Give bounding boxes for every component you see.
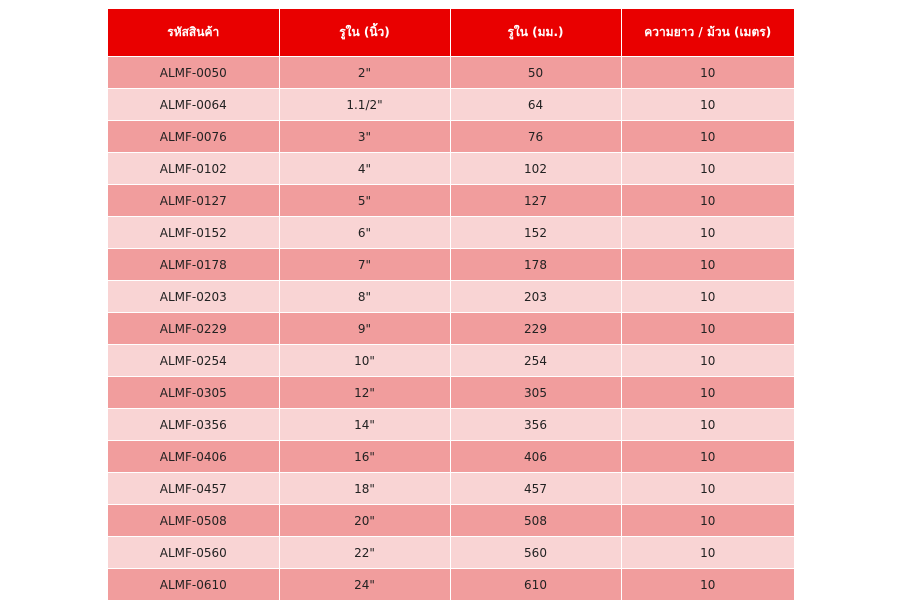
cell-inner-diameter-mm: 560 xyxy=(450,537,621,569)
cell-length-per-roll: 10 xyxy=(621,441,794,473)
cell-inner-diameter-inch: 3" xyxy=(279,121,450,153)
cell-length-per-roll: 10 xyxy=(621,409,794,441)
cell-product-code: ALMF-0127 xyxy=(108,185,279,217)
cell-inner-diameter-mm: 508 xyxy=(450,505,621,537)
cell-length-per-roll: 10 xyxy=(621,345,794,377)
table-row xyxy=(108,153,794,185)
cell-product-code: ALMF-0610 xyxy=(108,569,279,600)
cell-product-code: ALMF-0508 xyxy=(108,505,279,537)
cell-length-per-roll: 10 xyxy=(621,185,794,217)
table-row xyxy=(108,313,794,345)
table-row xyxy=(108,473,794,505)
table-row xyxy=(108,505,794,537)
cell-length-per-roll: 10 xyxy=(621,89,794,121)
product-spec-table xyxy=(108,9,794,600)
cell-length-per-roll: 10 xyxy=(621,57,794,89)
cell-product-code: ALMF-0305 xyxy=(108,377,279,409)
table-header xyxy=(108,9,794,57)
header-row xyxy=(108,9,794,57)
table-row xyxy=(108,409,794,441)
cell-length-per-roll: 10 xyxy=(621,505,794,537)
cell-product-code: ALMF-0457 xyxy=(108,473,279,505)
header-length-per-roll: ความยาว / ม้วน (เมตร) xyxy=(621,9,794,57)
cell-inner-diameter-mm: 50 xyxy=(450,57,621,89)
cell-inner-diameter-mm: 64 xyxy=(450,89,621,121)
cell-inner-diameter-mm: 305 xyxy=(450,377,621,409)
cell-inner-diameter-mm: 254 xyxy=(450,345,621,377)
cell-length-per-roll: 10 xyxy=(621,537,794,569)
header-product-code: รหัสสินค้า xyxy=(108,9,279,57)
table-row xyxy=(108,185,794,217)
cell-product-code: ALMF-0102 xyxy=(108,153,279,185)
cell-inner-diameter-mm: 457 xyxy=(450,473,621,505)
table-row xyxy=(108,249,794,281)
header-inner-diameter-mm: รูใน (มม.) xyxy=(450,9,621,57)
cell-length-per-roll: 10 xyxy=(621,569,794,600)
cell-length-per-roll: 10 xyxy=(621,313,794,345)
cell-length-per-roll: 10 xyxy=(621,121,794,153)
cell-inner-diameter-inch: 9" xyxy=(279,313,450,345)
cell-inner-diameter-mm: 178 xyxy=(450,249,621,281)
cell-product-code: ALMF-0356 xyxy=(108,409,279,441)
cell-product-code: ALMF-0064 xyxy=(108,89,279,121)
table-row xyxy=(108,569,794,600)
cell-product-code: ALMF-0560 xyxy=(108,537,279,569)
cell-inner-diameter-inch: 7" xyxy=(279,249,450,281)
cell-inner-diameter-inch: 18" xyxy=(279,473,450,505)
cell-inner-diameter-mm: 76 xyxy=(450,121,621,153)
cell-inner-diameter-inch: 24" xyxy=(279,569,450,600)
cell-inner-diameter-inch: 14" xyxy=(279,409,450,441)
table-row xyxy=(108,345,794,377)
cell-product-code: ALMF-0203 xyxy=(108,281,279,313)
cell-inner-diameter-inch: 22" xyxy=(279,537,450,569)
cell-length-per-roll: 10 xyxy=(621,281,794,313)
cell-product-code: ALMF-0254 xyxy=(108,345,279,377)
cell-product-code: ALMF-0178 xyxy=(108,249,279,281)
cell-inner-diameter-inch: 2" xyxy=(279,57,450,89)
table-body xyxy=(108,57,794,600)
cell-inner-diameter-mm: 610 xyxy=(450,569,621,600)
cell-length-per-roll: 10 xyxy=(621,377,794,409)
cell-inner-diameter-mm: 356 xyxy=(450,409,621,441)
cell-length-per-roll: 10 xyxy=(621,473,794,505)
cell-inner-diameter-mm: 203 xyxy=(450,281,621,313)
cell-inner-diameter-inch: 10" xyxy=(279,345,450,377)
cell-inner-diameter-mm: 102 xyxy=(450,153,621,185)
cell-length-per-roll: 10 xyxy=(621,153,794,185)
table-row xyxy=(108,537,794,569)
cell-product-code: ALMF-0050 xyxy=(108,57,279,89)
table-row xyxy=(108,89,794,121)
table-row xyxy=(108,281,794,313)
cell-inner-diameter-mm: 152 xyxy=(450,217,621,249)
cell-inner-diameter-inch: 12" xyxy=(279,377,450,409)
cell-inner-diameter-mm: 127 xyxy=(450,185,621,217)
cell-product-code: ALMF-0229 xyxy=(108,313,279,345)
cell-inner-diameter-inch: 6" xyxy=(279,217,450,249)
table-row xyxy=(108,57,794,89)
cell-inner-diameter-inch: 1.1/2" xyxy=(279,89,450,121)
table-row xyxy=(108,377,794,409)
cell-product-code: ALMF-0406 xyxy=(108,441,279,473)
header-inner-diameter-inch: รูใน (นิ้ว) xyxy=(279,9,450,57)
cell-length-per-roll: 10 xyxy=(621,217,794,249)
cell-product-code: ALMF-0076 xyxy=(108,121,279,153)
cell-inner-diameter-mm: 406 xyxy=(450,441,621,473)
cell-inner-diameter-inch: 8" xyxy=(279,281,450,313)
cell-inner-diameter-inch: 5" xyxy=(279,185,450,217)
cell-length-per-roll: 10 xyxy=(621,249,794,281)
table-row xyxy=(108,217,794,249)
table-row xyxy=(108,441,794,473)
table-row xyxy=(108,121,794,153)
cell-inner-diameter-inch: 4" xyxy=(279,153,450,185)
cell-inner-diameter-inch: 16" xyxy=(279,441,450,473)
cell-inner-diameter-mm: 229 xyxy=(450,313,621,345)
cell-product-code: ALMF-0152 xyxy=(108,217,279,249)
cell-inner-diameter-inch: 20" xyxy=(279,505,450,537)
